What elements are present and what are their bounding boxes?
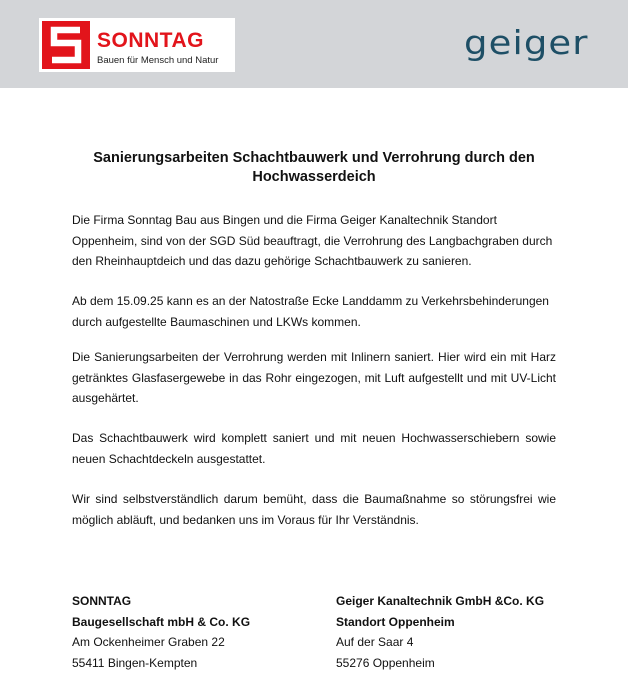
sonntag-s-logo-icon xyxy=(42,21,90,69)
address-geiger-company: Geiger Kanaltechnik GmbH &Co. KG xyxy=(336,594,545,608)
paragraph-3: Die Sanierungsarbeiten der Verrohrung werden mit Inlinern saniert. Hier wird ein mit Harz getränktes Glasfasergewebe in das Rohr eingezogen, mit Luft aufgestellt und mit UV-Licht ausgehärtet. xyxy=(72,350,556,405)
address-sonntag-city: 55411 Bingen-Kempten xyxy=(72,655,198,670)
sonntag-logo xyxy=(39,18,235,72)
paragraph-1: Die Firma Sonntag Bau aus Bingen und die Firma Geiger Kanaltechnik Standort Oppenheim, sind von der SGD Süd beauftragt, die Verrohrung des Langbachgraben durch den Rheinhauptdeich und das dazu gehörige Schachtbauwerk zu sanieren. xyxy=(72,213,553,268)
address-sonntag xyxy=(72,591,250,673)
address-sonntag-street: Am Ockenheimer Graben 22 xyxy=(72,635,225,649)
header-band xyxy=(0,0,628,88)
address-geiger-street: Auf der Saar 4 xyxy=(336,635,414,649)
address-geiger xyxy=(336,591,544,673)
address-geiger-company-line2: Standort Oppenheim xyxy=(336,614,455,629)
address-sonntag-company-line2: Baugesellschaft mbH & Co. KG xyxy=(72,614,251,629)
address-geiger-city: 55276 Oppenheim xyxy=(336,655,435,670)
geiger-logo: geiger xyxy=(464,23,589,62)
document-title: Sanierungsarbeiten Schachtbauwerk und Verrohrung durch den Hochwasserdeich xyxy=(93,150,535,185)
paragraph-2: Ab dem 15.09.25 kann es an der Natostraße Ecke Landdamm zu Verkehrsbehinderungen durch aufgestellte Baumaschinen und LKWs kommen. xyxy=(72,294,549,329)
address-sonntag-company: SONNTAG xyxy=(72,594,132,608)
sonntag-logo-text: SONNTAG xyxy=(97,29,204,52)
paragraph-5: Wir sind selbstverständlich darum bemüht, dass die Baumaßnahme so störungsfrei wie möglich abläuft, und bedanken uns im Voraus für Ihr Verständnis. xyxy=(72,492,556,527)
paragraph-4: Das Schachtbauwerk wird komplett saniert und mit neuen Hochwasserschiebern sowie neuen Schachtdeckeln ausgestattet. xyxy=(72,431,556,466)
sonntag-logo-tagline: Bauen für Mensch und Natur xyxy=(97,55,219,66)
